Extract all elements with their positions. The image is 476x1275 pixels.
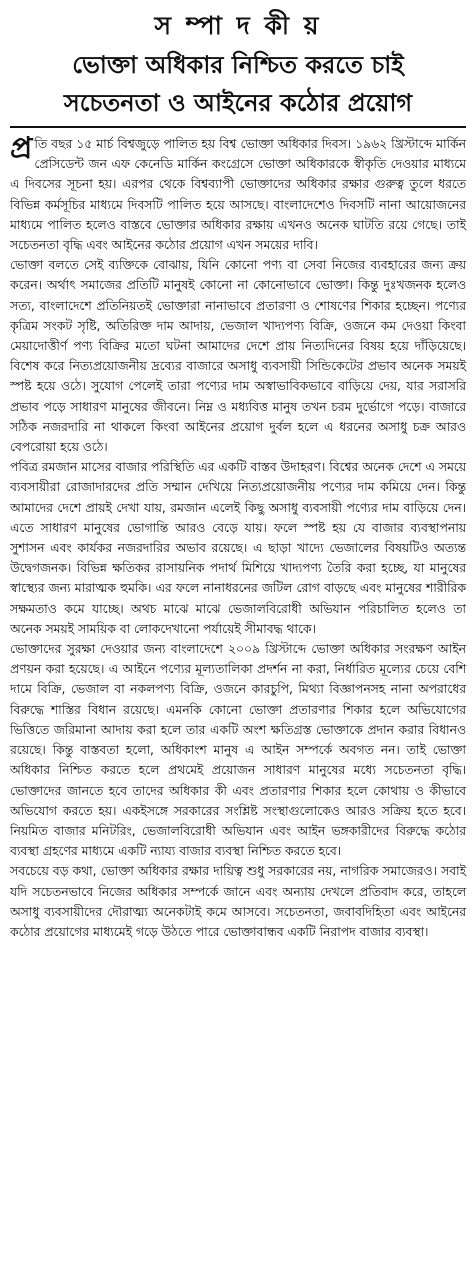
headline-line-2: সচেতনতা ও আইনের কঠোর প্রয়োগ	[63, 89, 413, 117]
paragraph-3: পবিত্র রমজান মাসের বাজার পরিস্থিতি এর একটি বাস্তব উদাহরণ। বিশ্বের অনেক দেশে এ সময়ে ব্যবসায়ীরা রোজাদারদের প্রতি সম্মান দেখিয়ে নিত্যপ্রয়োজনীয় পণ্যের দাম কমিয়ে দেন। কিন্তু আমাদের দেশে প্রায়ই দেখা যায়, রমজান এলেই কিছু অসাধু ব্যবসায়ী পণ্যের দাম বাড়িয়ে দেন। এতে সাধারণ মানুষের ভোগান্তি আরও বেড়ে যায়। ফলে স্পষ্ট হয় যে বাজার ব্যবস্থাপনায় সুশাসন এবং কার্যকর নজরদারির অভাব রয়েছে। এ ছাড়া খাদ্যে ভেজালের বিষয়টিও অত্যন্ত উদ্বেগজনক। বিভিন্ন ক্ষতিকর রাসায়নিক পদার্থ মিশিয়ে খাদ্যপণ্য তৈরি করা হচ্ছে, যা মানুষের স্বাস্থ্যের জন্য মারাত্মক হুমকি। এর ফলে নানাধরনের জটিল রোগ বাড়ছে এবং মানুষের শারীরিক সক্ষমতাও কমে যাচ্ছে। অথচ মাঝে মাঝে ভেজালবিরোধী অভিযান পরিচালিত হলেও তা অনেক সময়ই সাময়িক বা লোকদেখানো পর্যায়েই সীমাবদ্ধ থাকে।	[10, 460, 466, 636]
paragraph-1: প্রতি বছর ১৫ মার্চ বিশ্বজুড়ে পালিত হয় বিশ্ব ভোক্তা অধিকার দিবস। ১৯৬২ খ্রিস্টাব্দে মার্কিন প্রেসিডেন্ট জন এফ কেনেডি মার্কিন কংগ্রেসে ভোক্তা অধিকারকে স্বীকৃতি দেওয়ার মাধ্যমে এ দিবসের সূচনা হয়। এরপর থেকে বিশ্বব্যাপী ভোক্তাদের অধিকার রক্ষার গুরুত্ব তুলে ধরতে বিভিন্ন কর্মসূচির মাধ্যমে দিবসটি পালিত হয়ে আসছে। বাংলাদেশেও দিবসটি নানা আয়োজনের মাধ্যমে পালিত হলেও বাস্তবে ভোক্তার অধিকার রক্ষায় এখনও অনেক ঘাটতি রয়ে গেছে। তাই সচেতনতা বৃদ্ধি এবং আইনের কঠোর প্রয়োগ এখন সময়ের দাবি।	[10, 131, 466, 253]
section-label: স ম্পা দ কী য়	[154, 11, 322, 40]
paragraph-5: সবচেয়ে বড় কথা, ভোক্তা অধিকার রক্ষার দায়িত্ব শুধু সরকারের নয়, নাগরিক সমাজেরও। সবাই যদি সচেতনভাবে নিজের অধিকার সম্পর্কে জানে এবং অন্যায় দেখলে প্রতিবাদ করে, তাহলে অসাধু ব্যবসায়ীদের দৌরাত্ম্য অনেকটাই কমে আসবে। সচেতনতা, জবাবদিহিতা এবং আইনের কঠোর প্রয়োগের মাধ্যমেই গড়ে উঠতে পারে ভোক্তাবান্ধব একটি নিরাপদ বাজার ব্যবস্থা।	[10, 864, 466, 939]
paragraph-4: ভোক্তাদের সুরক্ষা দেওয়ার জন্য বাংলাদেশে ২০০৯ খ্রিস্টাব্দে ভোক্তা অধিকার সংরক্ষণ আইন প্রণয়ন করা হয়েছে। এ আইনে পণ্যের মূল্যতালিকা প্রদর্শন না করা, নির্ধারিত মূল্যের চেয়ে বেশি দামে বিক্রি, ভেজাল বা নকলপণ্য বিক্রি, ওজনে কারচুপি, মিথ্যা বিজ্ঞাপনসহ নানা অপরাধের বিরুদ্ধে শাস্তির বিধান রয়েছে। এমনকি কোনো ভোক্তা প্রতারণার শিকার হলে অভিযোগের ভিত্তিতে জরিমানা আদায় করা হলে তার একটি অংশ ক্ষতিগ্রস্ত ভোক্তাকে প্রদান করার বিধানও রয়েছে। কিন্তু বাস্তবতা হলো, অধিকাংশ মানুষ এ আইন সম্পর্কে অবগত নন। তাই ভোক্তা অধিকার নিশ্চিত করতে হলে প্রথমেই প্রয়োজন সাধারণ মানুষের মধ্যে সচেতনতা বৃদ্ধি। ভোক্তাদের জানতে হবে তাদের অধিকার কী এবং প্রতারণার শিকার হলে কোথায় ও কীভাবে অভিযোগ করতে হয়। একইসঙ্গে সরকারের সংশ্লিষ্ট সংস্থাগুলোকেও আরও সক্রিয় হতে হবে। নিয়মিত বাজার মনিটরিং, ভেজালবিরোধী অভিযান এবং আইন ভঙ্গকারীদের বিরুদ্ধে কঠোর ব্যবস্থা গ্রহণের মাধ্যমে একটি ন্যায্য বাজার ব্যবস্থা নিশ্চিত করতে হবে।	[10, 642, 466, 859]
headline-line-1: ভোক্তা অধিকার নিশ্চিত করতে চাই	[72, 51, 404, 79]
paragraph-2: ভোক্তা বলতে সেই ব্যক্তিকে বোঝায়, যিনি কোনো পণ্য বা সেবা নিজের ব্যবহারের জন্য ক্রয় করেন। অর্থাৎ সমাজের প্রতিটি মানুষই কোনো না কোনোভাবে ভোক্তা। কিন্তু দুঃখজনক হলেও সত্য, বাংলাদেশে প্রতিনিয়তই ভোক্তারা নানাভাবে প্রতারণা ও শোষণের শিকার হচ্ছেন। পণ্যের কৃত্রিম সংকট সৃষ্টি, অতিরিক্ত দাম আদায়, ভেজাল খাদ্যপণ্য বিক্রি, ওজনে কম দেওয়া কিংবা মেয়াদোত্তীর্ণ পণ্য বিক্রির মতো ঘটনা আমাদের দেশে প্রায় নিত্যদিনের বিষয় হয়ে দাঁড়িয়েছে। বিশেষ করে নিত্যপ্রয়োজনীয় দ্রব্যের বাজারে অসাধু ব্যবসায়ী সিন্ডিকেটের প্রভাব অনেক সময়ই স্পষ্ট হয়ে ওঠে। সুযোগ পেলেই তারা পণ্যের দাম অস্বাভাবিকভাবে বাড়িয়ে দেয়, যার সরাসরি প্রভাব পড়ে সাধারণ মানুষের জীবনে। নিম্ন ও মধ্যবিত্ত মানুষ তখন চরম দুর্ভোগে পড়ে। বাজারে সঠিক নজরদারি না থাকলে কিংবা আইনের প্রয়োগ দুর্বল হলে এ ধরনের অসাধু চক্র আরও বেপরোয়া হয়ে ওঠে।	[10, 258, 466, 455]
headline-divider	[10, 126, 466, 128]
article-body	[10, 131, 466, 942]
